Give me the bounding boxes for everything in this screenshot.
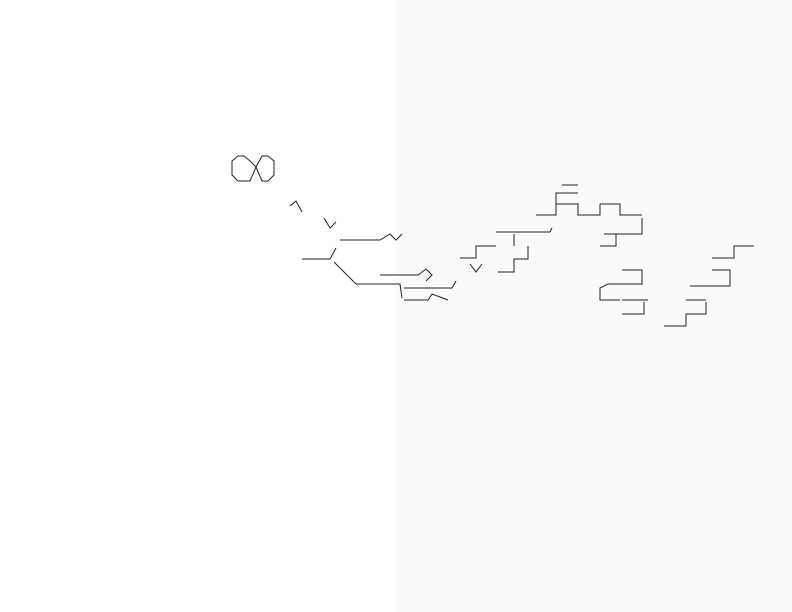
right-page — [396, 0, 792, 612]
